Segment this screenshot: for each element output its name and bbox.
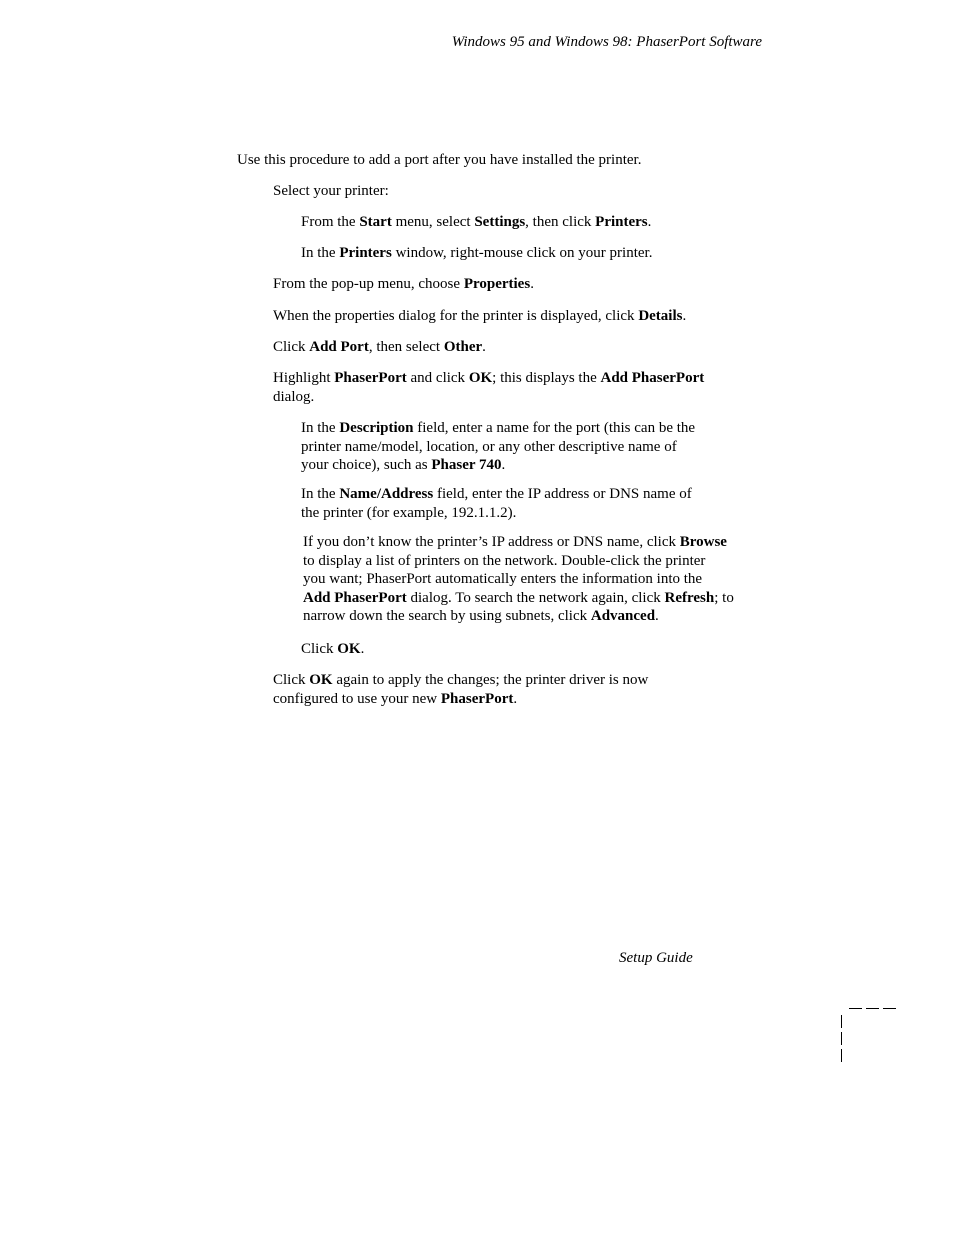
step-properties-dialog: When the properties dialog for the printer is displayed, click Details. <box>273 308 687 324</box>
substep-printers-window: In the Printers window, right-mouse click on your printer. <box>301 245 653 261</box>
corner-mark-dash <box>866 1008 879 1009</box>
substep-start-menu: From the Start menu, select Settings, then click Printers. <box>301 214 652 230</box>
corner-mark-dash <box>849 1008 862 1009</box>
step-add-port: Click Add Port, then select Other. <box>273 339 486 355</box>
corner-mark-tick <box>841 1015 842 1028</box>
intro-paragraph: Use this procedure to add a port after you have installed the printer. <box>237 152 642 168</box>
substep-description-field: In the Description field, enter a name for the port (this can be the printer name/model, location, or any other descriptive name of your choice), such as Phaser 740. <box>301 420 696 473</box>
corner-mark-tick <box>841 1049 842 1062</box>
footer-guide-title: Setup Guide <box>619 950 693 966</box>
corner-mark-dash <box>883 1008 896 1009</box>
corner-mark-tick <box>841 1032 842 1045</box>
substep-name-address-field: In the Name/Address field, enter the IP address or DNS name of the printer (for example, 192.1.1.2). <box>301 486 692 521</box>
step-apply-changes: Click OK again to apply the changes; the printer driver is now configured to use your new PhaserPort. <box>273 672 649 707</box>
step-highlight-phaserport: Highlight PhaserPort and click OK; this displays the Add PhaserPort dialog. <box>273 370 705 405</box>
step-select-printer: Select your printer: <box>273 183 389 199</box>
substep-browse-note: If you don’t know the printer’s IP address or DNS name, click Browse to display a list of printers on the network. Double-click the printer you want; PhaserPort automatically enters the information into the Add PhaserPort dialog. To search the network again, click Refresh; to narrow down the search by using subnets, click Advanced. <box>303 534 734 624</box>
running-header: Windows 95 and Windows 98: PhaserPort Software <box>451 34 762 50</box>
substep-click-ok: Click OK. <box>301 641 365 657</box>
step-popup-menu: From the pop-up menu, choose Properties. <box>273 276 534 292</box>
